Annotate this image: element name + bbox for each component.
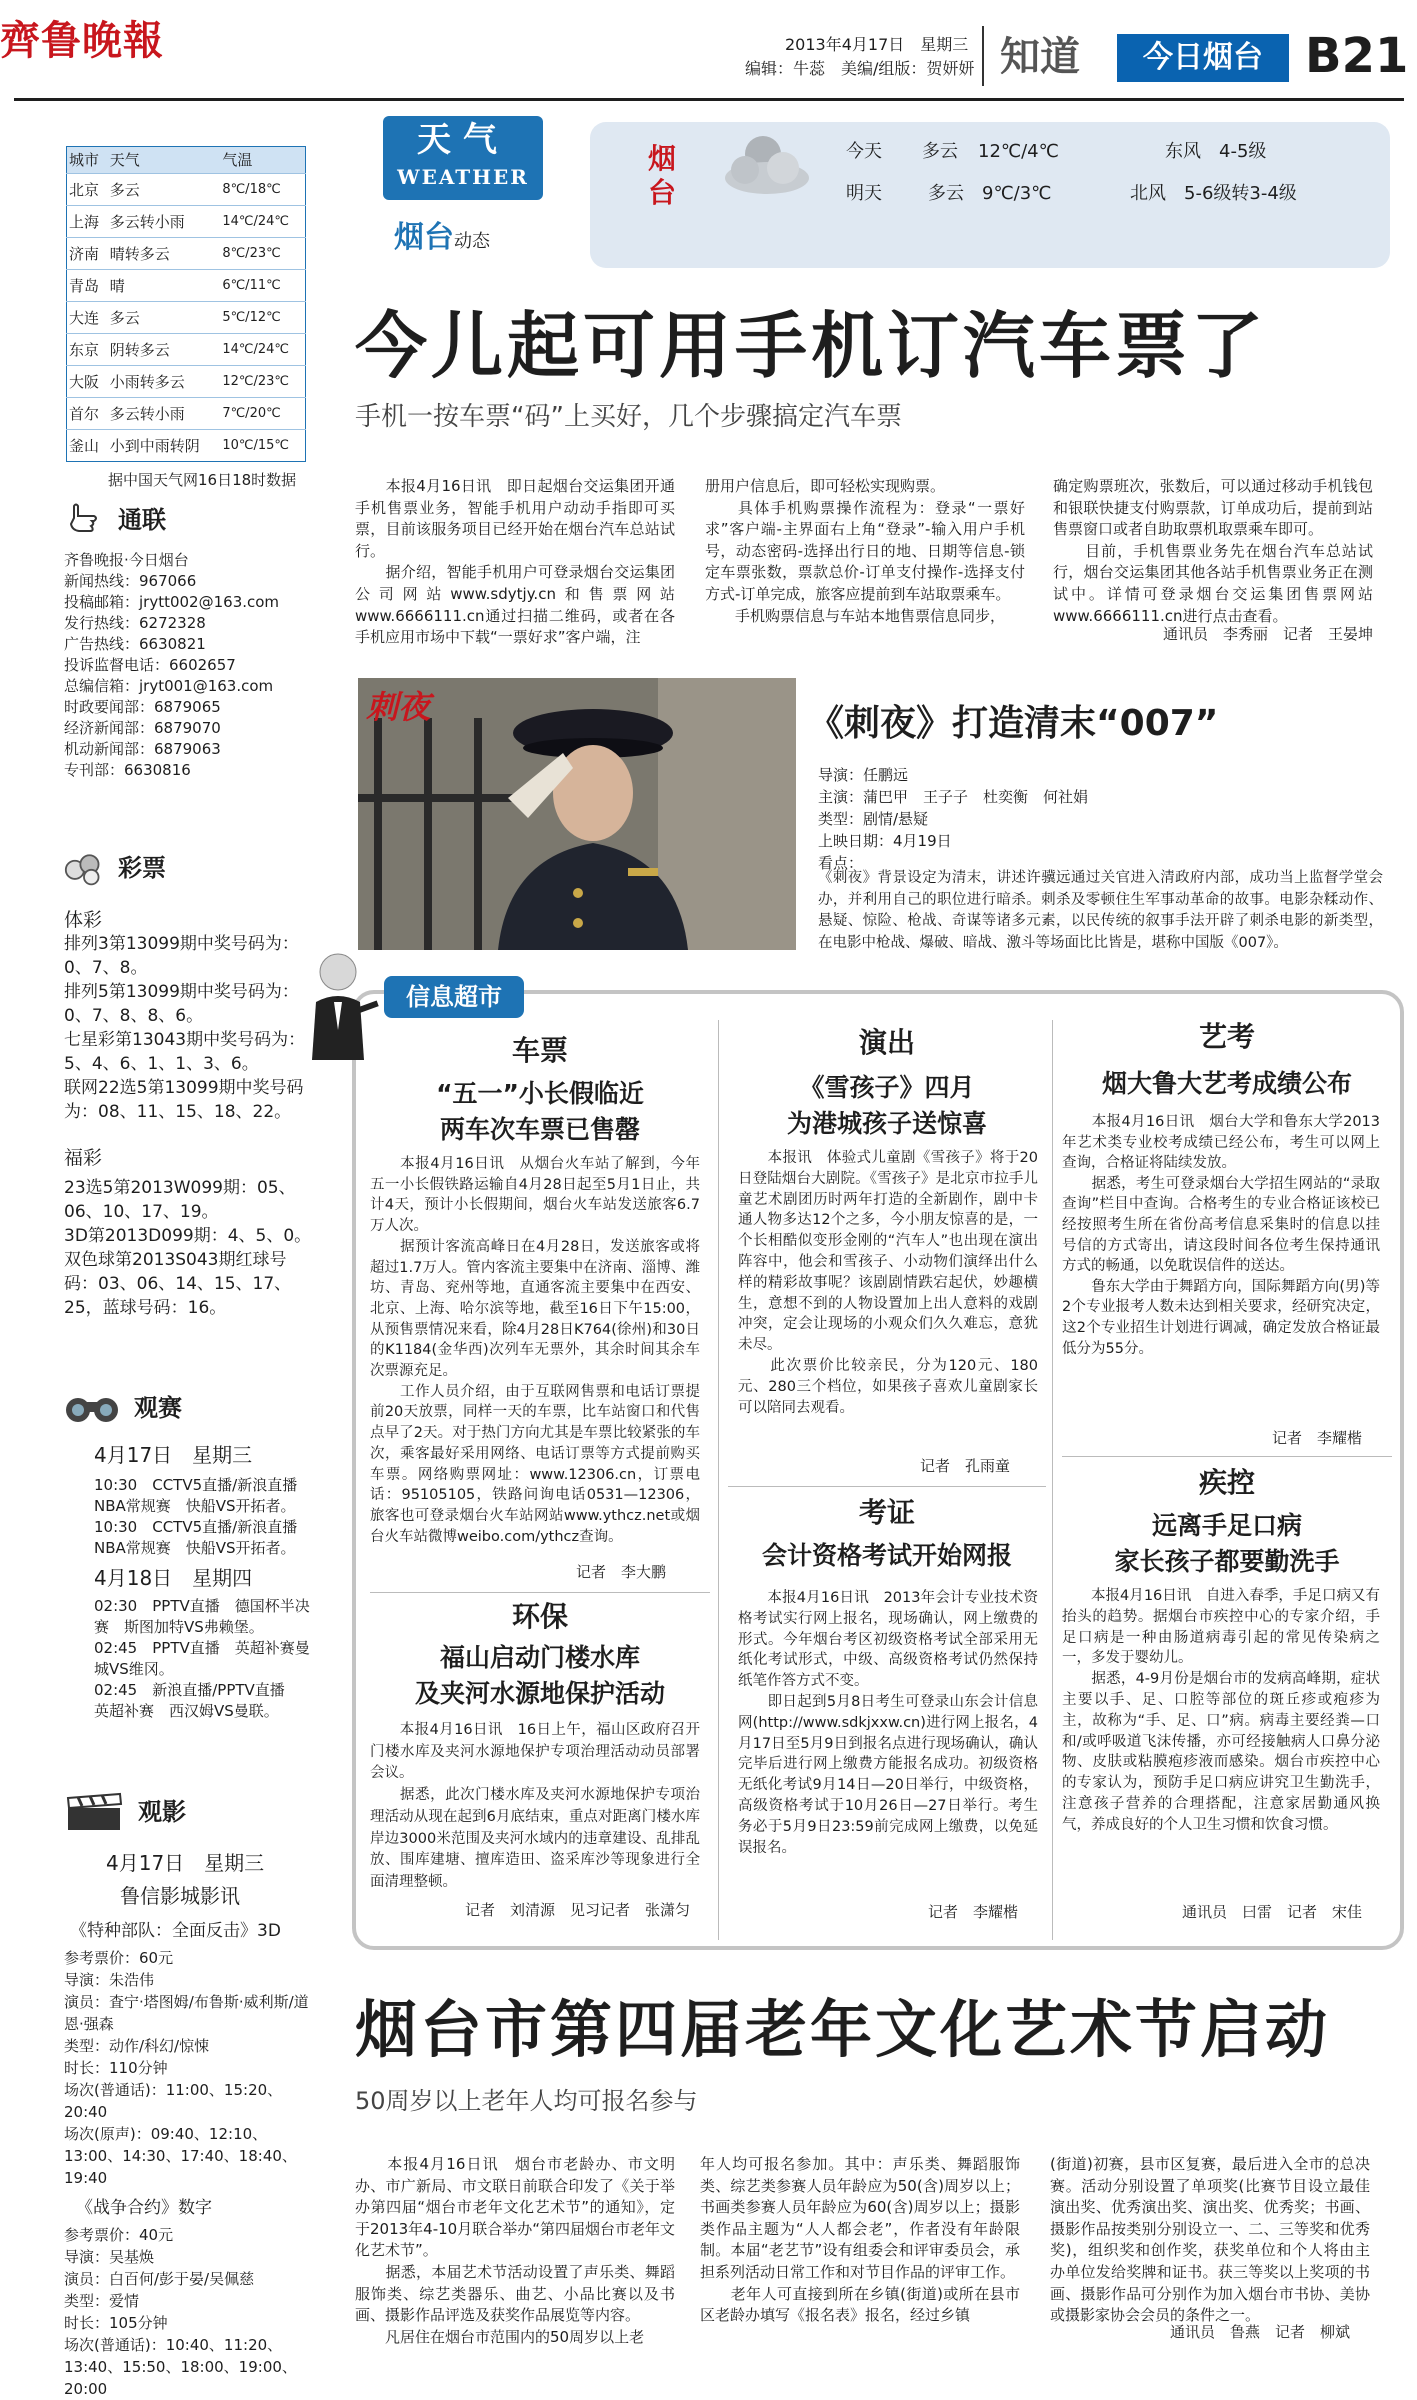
- article-category: 演出: [858, 1026, 915, 1059]
- film-meta-line: 导演：任鹏远: [818, 766, 909, 784]
- table-cell: 14℃/24℃: [220, 206, 305, 238]
- section-name: 知道: [1000, 34, 1080, 80]
- article-headline: 福山启动门楼水库 及夹河水源地保护活动: [414, 1643, 665, 1708]
- article-body: 本报4月16日讯 烟台大学和鲁东大学2013年艺术类专业校考成绩已经公布，考生可以网上查询，合格证将陆续发放。 据悉，考生可登录烟台大学招生网站的“录取查询”栏目中查询。合格考生的专业合格证该校已经按照考生所在省份高考信息采集时的信息以挂号信的方式寄出，请这段时间各位考生保持通讯方式的畅通，以免耽误信件的送达。 鲁东大学由于舞蹈方向，国际舞蹈方向(男)等2个专业报考人数未达到相关要求，经研究决定，这2个专业招生计划进行调减，确定发放合格证最低分为55分。: [1062, 1114, 1380, 1357]
- article-headline: “五一”小长假临近 两车次车票已售罄: [436, 1079, 644, 1144]
- film-meta-line: 看点：: [818, 854, 864, 872]
- contact-line: 经济新闻部：6879070: [64, 719, 221, 737]
- lead-byline: 通讯员 李秀丽 记者 王晏坤: [1162, 625, 1373, 643]
- presenter-figure-icon: [300, 950, 380, 1070]
- forecast-city: 烟台: [648, 142, 677, 209]
- contact-line: 专刊部：6630816: [64, 761, 191, 779]
- table-cell: 晴转多云: [108, 238, 221, 270]
- tomorrow-temp: 9℃/3℃: [982, 183, 1052, 204]
- table-cell: 多云: [108, 174, 221, 206]
- film-info-line: 场次(普通话)：10:40、11:20、13:40、15:50、18:00、19:00、20:00: [64, 2335, 297, 2398]
- article-body: 本报讯 体验式儿童剧《雪孩子》将于20日登陆烟台大剧院。《雪孩子》是北京市拉手儿童艺术剧团历时两年打造的全新剧作，剧中卡通人物多达12个之多，今小朋友惊喜的是，一个长相酷似变形金刚的“汽车人”也出现在演出阵容中，他会和雪孩子、小动物们演绎出什么样的精彩故事呢？该剧剧情跌宕起伏，妙趣横生，意想不到的人物设置加上出人意料的戏剧冲突，定会让现场的小观众们久久难忘，意犹未尽。 此次票价比较亲民，分为120元、180元、280三个档位，如果孩子喜欢儿童剧家长可以陪同去观看。: [738, 1150, 1038, 1416]
- table-row: [67, 270, 306, 302]
- tv-listing: 02:30 PPTV直播 德国杯半决赛 斯图加特VS弗赖堡。: [94, 1597, 310, 1636]
- film-info-line: 时长：110分钟: [64, 2058, 168, 2077]
- table-cell: 阴转多云: [108, 334, 221, 366]
- tomorrow-label: 明天: [846, 183, 882, 204]
- contact-line: 广告热线：6630821: [64, 635, 206, 653]
- table-cell: 北京: [67, 174, 108, 206]
- binoculars-icon: [64, 1388, 120, 1428]
- table-cell: 10℃/15℃: [220, 430, 305, 462]
- contact-line: 发行热线：6272328: [64, 614, 206, 632]
- tomorrow-wind: 北风 5-6级转3-4级: [1130, 183, 1297, 204]
- lead-headline: 今儿起可用手机订汽车票了: [355, 304, 1268, 388]
- article-category: 艺考: [1198, 1020, 1255, 1053]
- bottom-col-2: 年人均可报名参加。其中：声乐类、舞蹈服饰类、综艺类参赛人员年龄应为50(含)周岁以上；书画类参赛人员年龄应为60(含)周岁以上；摄影类作品主题为“人人都会老”，作者没有年龄限制。本届“老艺节”设有组委会和评审委员会，承担系列活动日常工作和对节目作品的评审工作。 老年人可直接到所在乡镇(街道)或所在县市区老龄办填写《报名表》报名，经过乡镇: [700, 2155, 1020, 2325]
- lead-col-2: 册用户信息后，即可轻松实现购票。 具体手机购票操作流程为：登录“一票好求”客户端-主界面右上角“登录”-输入用户手机号，动态密码-选择出行日的地、日期等信息-锁定车票张数，票款总价-订单支付操作-选择支付方式-订单完成，旅客应提前到车站取票乘车。 手机购票信息与车站本地售票信息同步，: [705, 477, 1025, 625]
- clapperboard-icon: [64, 1792, 124, 1832]
- film-info-line: 导演：吴基焕: [64, 2247, 155, 2266]
- today-weather: 多云: [922, 141, 958, 162]
- article-category: 车票: [511, 1034, 568, 1067]
- table-row: [67, 366, 306, 398]
- article-body: 本报4月16日讯 自进入春季，手足口病又有抬头的趋势。据烟台市疾控中心的专家介绍，手足口病是一种由肠道病毒引起的常见传染病之一，多发于婴幼儿。 据悉，4-9月份是烟台市的发病高峰期，症状主要以手、足、口腔等部位的斑丘疹或疱疹为主，故称为“手、足、口”病。病毒主要经粪—口和/或呼吸道飞沫传播，亦可经接触病人口鼻分泌物、皮肤或粘膜疱疹液而感染。烟台市疾控中心的专家认为，预防手足口病应讲究卫生勤洗手，注意孩子营养的合理搭配，注意家居勤通风换气，养成良好的个人卫生习惯和饮食习惯。: [1062, 1588, 1380, 1833]
- table-row: [67, 430, 306, 462]
- weather-source: 据中国天气网16日18时数据: [108, 471, 297, 489]
- table-header-cell: 城市: [67, 147, 108, 174]
- article-body: 本报4月16日讯 2013年会计专业技术资格考试实行网上报名，现场确认，网上缴费的形式。今年烟台考区初级资格考试全部采用无纸化考试形式，中级、高级资格考试仍然保持纸笔作答方式不变。 即日起到5月8日考生可登录山东会计信息网(http://www.sdkjxxw.cn)进行网上报名，4月17日至5月9日到报名点进行现场确认，确认完毕后进行网上缴费方能报名成功。初级资格无纸化考试9月14日—20日举行，中级资格，高级资格考试于10月26日—27日举行。考生务必于5月9日23:59前完成网上缴费，以免延误报名。: [738, 1590, 1038, 1856]
- lead-col-1: 本报4月16日讯 即日起烟台交运集团开通手机售票业务，智能手机用户动动手指即可买票，目前该服务项目已经开始在烟台汽车总站试行。 据介绍，智能手机用户可登录烟台交运集团公司网站www.sdytjy.cn和售票网站www.6666111.cn通过扫描二维码，或者在各手机应用市场中下载“一票好求”客户端，注: [355, 477, 675, 647]
- lead-subhead: 手机一按车票“码”上买好，几个步骤搞定汽车票: [355, 402, 902, 432]
- table-row: [67, 238, 306, 270]
- column-divider: [718, 1020, 719, 1940]
- film-info-line: 场次(原声)：09:40、12:10、13:00、14:30、17:40、18:40、19:40: [64, 2124, 297, 2187]
- contact-heading: 通联: [118, 505, 166, 534]
- editor-credits: 编辑：牛蕊 美编/组版：贺妍妍: [745, 59, 975, 78]
- contact-line: 机动新闻部：6879063: [64, 740, 221, 758]
- table-cell: 8℃/18℃: [220, 174, 305, 206]
- tv-heading: 观赛: [134, 1393, 182, 1422]
- contact-line: 新闻热线：967066: [64, 572, 197, 590]
- sports-lottery-label: 体彩: [64, 909, 103, 931]
- lottery-result: 3D第2013D099期：4、5、0。: [64, 1226, 312, 1246]
- contact-line: 投稿邮箱：jrytt002@163.com: [64, 593, 280, 611]
- article-byline: 记者 孔雨童: [919, 1457, 1010, 1475]
- contact-line: 齐鲁晚报·今日烟台: [64, 551, 189, 569]
- table-header-cell: 天气: [108, 147, 221, 174]
- table-cell: 6℃/11℃: [220, 270, 305, 302]
- tv-sports-section: [64, 1388, 314, 1722]
- article-body: 本报4月16日讯 16日上午，福山区政府召开门楼水库及夹河水源地保护专项治理活动动员部署会议。 据悉，此次门楼水库及夹河水源地保护专项治理活动从现在起到6月底结束，重点对距离门楼水库岸边3000米范围及夹河水域内的违章建设、乱排乱放、围库建塘、擅库造田、盗采库沙等现象进行全面清理整顿。: [370, 1722, 700, 1890]
- local-news-suffix: 动态: [454, 231, 490, 252]
- article-headline: 《雪孩子》四月 为港城孩子送惊喜: [786, 1073, 987, 1138]
- film-info-line: 导演：朱浩伟: [64, 1970, 155, 1989]
- lead-col-3: 确定购票班次，张数后，可以通过移动手机钱包和银联快捷支付购票款，订单成功后，提前到站售票窗口或者自助取票机取票乘车即可。 目前，手机售票业务先在烟台汽车总站试行，烟台交运集团其他各站手机售票业务正在测试中。详情可登录烟台交运集团售票网站www.6666111.cn进行点击查看。: [1053, 477, 1373, 625]
- table-cell: 5℃/12℃: [220, 302, 305, 334]
- film-info-line: 演员：白百何/彭于晏/吴佩慈: [64, 2269, 255, 2288]
- table-cell: 小雨转多云: [108, 366, 221, 398]
- movies-section: [64, 1792, 314, 2400]
- table-cell: 首尔: [67, 398, 108, 430]
- article-byline: 记者 李大鹏: [575, 1563, 666, 1581]
- film-info-line: 场次(普通话)：11:00、15:20、20:40: [64, 2080, 283, 2121]
- weather-badge: [383, 116, 543, 200]
- bottom-headline: 烟台市第四届老年文化艺术节启动: [355, 1993, 1331, 2066]
- lottery-section: [64, 848, 314, 1320]
- movies-heading: 观影: [138, 1797, 186, 1826]
- film-info-line: 时长：105分钟: [64, 2313, 168, 2332]
- table-cell: 大连: [67, 302, 108, 334]
- article-category: 疾控: [1198, 1466, 1255, 1499]
- contact-line: 投诉监督电话：6602657: [64, 656, 236, 674]
- header-divider: [982, 26, 984, 86]
- table-row: [67, 302, 306, 334]
- lottery-result: 双色球第2013S043期红球号码：03、06、14、15、17、25，蓝球号码：16。: [64, 1250, 292, 1318]
- film-meta-line: 类型：剧情/悬疑: [818, 810, 929, 828]
- movies-day: 4月17日 星期三: [106, 1851, 265, 1875]
- table-cell: 14℃/24℃: [220, 334, 305, 366]
- table-row: [67, 398, 306, 430]
- article-byline: 记者 刘清源 见习记者 张潇匀: [464, 1901, 690, 1919]
- local-news-label: [394, 218, 490, 259]
- table-cell: 多云: [108, 302, 221, 334]
- table-row: [67, 206, 306, 238]
- column-divider: [1052, 1020, 1053, 1940]
- lottery-result: 23选5第2013W099期：05、06、10、17、19。: [64, 1178, 296, 1222]
- film-info-line: 参考票价：40元: [64, 2225, 174, 2244]
- article-byline: 记者 李耀楷: [927, 1903, 1018, 1921]
- bottom-subhead: 50周岁以上老年人均可报名参与: [355, 2087, 698, 2115]
- film-info-line: 类型：爱情: [64, 2291, 140, 2310]
- bottom-col-3: (街道)初赛，县市区复赛，最后进入全市的总决赛。活动分别设置了单项奖(比赛节目设立最佳演出奖、优秀演出奖、演出奖、优秀奖；书画、摄影作品按类别分别设立一、二、三等奖和优秀奖)，组织奖和创作奖，获奖单位和个人将由主办单位发给奖牌和证书。获三等奖以上奖项的书画、摄影作品可分别作为加入烟台市书协、美协或摄影家协会会员的条件之一。: [1050, 2155, 1370, 2325]
- tv-day-2: 4月18日 星期四: [94, 1566, 253, 1590]
- today-temp: 12℃/4℃: [978, 141, 1059, 162]
- film-still-image: [358, 678, 796, 950]
- row-divider: [370, 1592, 710, 1593]
- table-cell: 12℃/23℃: [220, 366, 305, 398]
- pointing-hand-icon: [64, 500, 104, 540]
- article-headline: 远离手足口病 家长孩子都要勤洗手: [1114, 1511, 1340, 1576]
- film-info-line: 演员：査宁·塔图姆/布鲁斯·威利斯/道恩·强森: [64, 1992, 309, 2033]
- film-meta-line: 上映日期：4月19日: [818, 832, 952, 850]
- bottom-col-1: 本报4月16日讯 烟台市老龄办、市文明办、市广新局、市文联日前联合印发了《关于举办第四届“烟台市老年文化艺术节”的通知》，定于2013年4-10月联合举办“第四届烟台市老年文化艺术节”。 据悉，本届艺术节活动设置了声乐类、舞蹈服饰类、综艺类器乐、曲艺、小品比赛以及书画、摄影作品评选及获奖作品展览等内容。 凡居住在烟台市范围内的50周岁以上老: [355, 2155, 675, 2346]
- lottery-result: 联网22选5第13099期中奖号码为：08、11、15、18、22。: [64, 1078, 304, 1122]
- city-weather-table: [66, 146, 306, 462]
- weather-badge-en: WEATHER: [397, 165, 529, 189]
- tv-listing: 10:30 CCTV5直播/新浪直播 NBA常规赛 快船VS开拓者。: [94, 1476, 313, 1515]
- table-cell: 7℃/20℃: [220, 398, 305, 430]
- table-cell: 8℃/23℃: [220, 238, 305, 270]
- tv-listing: 02:45 PPTV直播 英超补赛曼城VS维冈。: [94, 1639, 310, 1678]
- article-headline: 烟大鲁大艺考成绩公布: [1101, 1069, 1352, 1098]
- lottery-result: 排列5第13099期中奖号码为：0、7、8、8、6。: [64, 982, 299, 1026]
- table-row: [67, 174, 306, 206]
- header-rule: [14, 98, 1404, 101]
- table-cell: 济南: [67, 238, 108, 270]
- article-byline: 通讯员 曰雷 记者 宋佳: [1181, 1903, 1362, 1921]
- table-cell: 釜山: [67, 430, 108, 462]
- article-headline: 会计资格考试开始网报: [761, 1541, 1012, 1570]
- local-news-city: 烟台: [394, 220, 454, 255]
- lottery-result: 排列3第13099期中奖号码为：0、7、8。: [64, 934, 299, 978]
- contact-line: 时政要闻部：6879065: [64, 698, 221, 716]
- cinema-name: 鲁信影城影讯: [120, 1884, 240, 1908]
- article-body: 本报4月16日讯 从烟台火车站了解到，今年五一小长假铁路运输自4月28日起至5月1日止，共计4天，预计小长假期间，烟台火车站发送旅客6.7万人次。 据预计客流高峰日在4月28日，发送旅客或将超过1.7万人。管内客流主要集中在济南、淄博、潍坊、青岛、兖州等地，直通客流主要集中在西安、北京、上海、哈尔滨等地，截至16日下午15:00，从预售票情况来看，除4月28日K764(徐州)和30日的K1184(金华西)次列车无票外，其余时间其余车次票源充足。 工作人员介绍，由于互联网售票和电话订票提前20天放票，同样一天的车票，比车站窗口和代售点早了2天。对于热门方向尤其是车票比较紧张的车次，乘客最好采用网络、电话订票等方式提前购买车票。网络购票网址：www.12306.cn，订票电话：95105105，铁路问询电话0531—12306，旅客也可登录烟台火车站网站www.ythcz.net或烟台火车站微博weibo.com/ythcz查询。: [370, 1156, 700, 1545]
- film2-title: 《战争合约》数字: [76, 2197, 212, 2218]
- film-info-line: 参考票价：60元: [64, 1948, 174, 1967]
- today-label: 今天: [846, 141, 882, 162]
- film-meta-line: 主演：蒲巴甲 王子子 杜奕衡 何社娟: [818, 788, 1089, 806]
- tv-listing: 02:45 新浪直播/PPTV直播 英超补赛 西汉姆VS曼联。: [94, 1681, 300, 1720]
- film-title: 《刺夜》打造清末“007”: [808, 703, 1219, 744]
- lottery-result: 七星彩第13043期中奖号码为：5、4、6、1、1、3、6。: [64, 1030, 306, 1074]
- table-cell: 青岛: [67, 270, 108, 302]
- row-divider: [1062, 1456, 1392, 1457]
- lottery-balls-icon: [64, 848, 104, 888]
- film-description: 《刺夜》背景设定为清末，讲述许骥远通过关官进入清政府内部，成功当上监督学堂会办，并利用自己的职位进行暗杀。刺杀及零顿住生军事动革命的故事。电影杂糅动作、悬疑、惊险、枪战、奇谋等诸多元素，以民传统的叙事手法开辟了刺杀电影的新类型，在电影中枪战、爆破、暗战、激斗等场面比比皆是，堪称中国版《007》。: [818, 870, 1383, 951]
- table-cell: 小到中雨转阴: [108, 430, 221, 462]
- article-byline: 记者 李耀楷: [1271, 1429, 1362, 1447]
- contact-line: 总编信箱：jryt001@163.com: [64, 677, 274, 695]
- weather-badge-cn: 天气: [417, 120, 509, 160]
- tomorrow-weather: 多云: [928, 183, 964, 204]
- table-cell: 东京: [67, 334, 108, 366]
- tv-day-1: 4月17日 星期三: [94, 1443, 253, 1467]
- table-cell: 多云转小雨: [108, 398, 221, 430]
- page-section-badge: 今日烟台: [1117, 34, 1289, 82]
- film1-title: 《特种部队：全面反击》3D: [70, 1921, 281, 1941]
- table-cell: 晴: [108, 270, 221, 302]
- table-header-cell: 气温: [220, 147, 305, 174]
- film-info-line: 类型：动作/科幻/惊悚: [64, 2036, 210, 2055]
- article-category: 考证: [858, 1496, 915, 1529]
- contact-section: [64, 500, 279, 781]
- table-cell: 上海: [67, 206, 108, 238]
- welfare-lottery-label: 福彩: [64, 1147, 103, 1169]
- film-image-caption: 刺夜: [366, 688, 431, 726]
- page-number: B21: [1305, 28, 1409, 84]
- info-market-tab: 信息超市: [384, 976, 524, 1018]
- today-wind: 东风 4-5级: [1165, 141, 1267, 162]
- table-cell: 多云转小雨: [108, 206, 221, 238]
- table-cell: 大阪: [67, 366, 108, 398]
- issue-date: 2013年4月17日 星期三: [785, 35, 969, 54]
- tv-listing: 10:30 CCTV5直播/新浪直播 NBA常规赛 快船VS开拓者。: [94, 1518, 313, 1557]
- row-divider: [728, 1486, 1046, 1487]
- newspaper-logo: 齊鲁晚報: [0, 17, 164, 64]
- table-header-row: [67, 147, 306, 174]
- article-category: 环保: [511, 1600, 568, 1633]
- cloudy-weather-icon: [715, 128, 815, 198]
- table-row: [67, 334, 306, 366]
- lottery-heading: 彩票: [118, 853, 166, 882]
- bottom-byline: 通讯员 鲁燕 记者 柳斌: [1169, 2323, 1350, 2341]
